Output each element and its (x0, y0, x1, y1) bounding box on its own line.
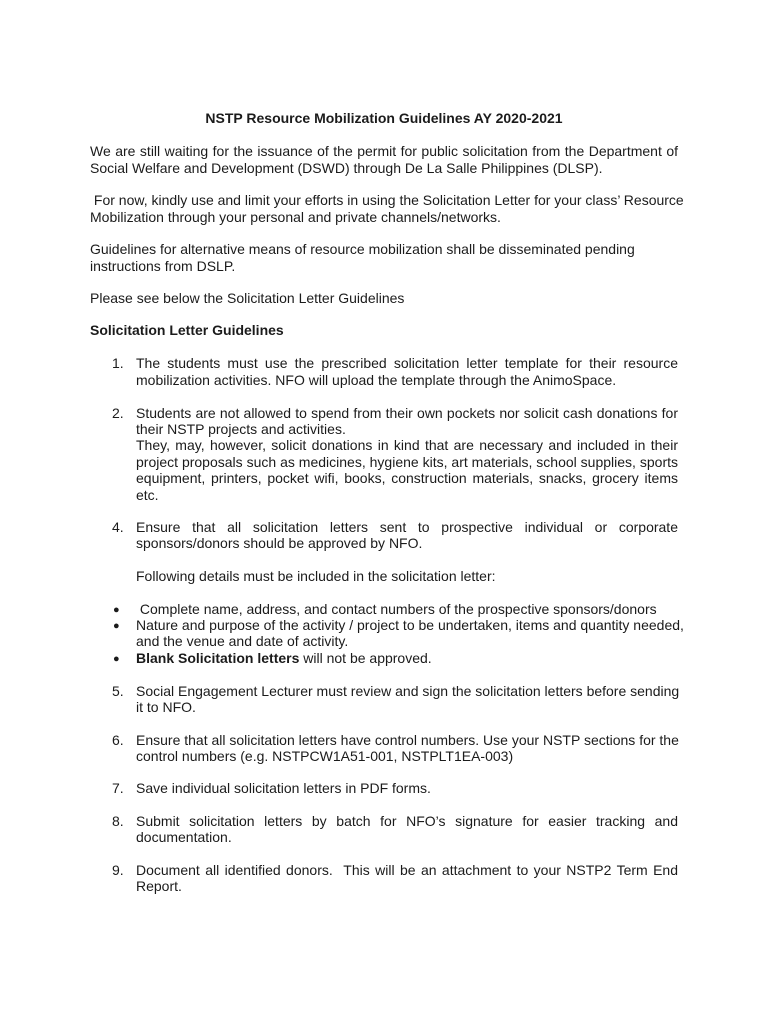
list-item-line: mobilization activities. NFO will upload the template through the AnimoSpace. (136, 372, 617, 388)
intro-line: Please see below the Solicitation Letter Guidelines (90, 290, 405, 306)
list-item-line: Ensure that all solicitation letters have control numbers. Use your NSTP sections for the (136, 732, 679, 748)
list-number: 5. (112, 683, 124, 699)
list-item-line: Social Engagement Lecturer must review and sign the solicitation letters before sending (136, 683, 680, 699)
list-item-line: sponsors/donors should be approved by NFO. (136, 535, 423, 551)
list-number: 4. (112, 519, 124, 535)
intro-line: Mobilization through your personal and private channels/networks. (90, 209, 501, 225)
list-item-note: Following details must be included in the solicitation letter: (136, 568, 496, 584)
list-number: 8. (112, 813, 124, 829)
list-item-line: project proposals such as medicines, hygiene kits, art materials, school supplies, sports (136, 454, 678, 470)
list-item-line: their NSTP projects and activities. (136, 421, 346, 437)
list-item-line: Save individual solicitation letters in PDF forms. (136, 780, 431, 796)
bullet-bold-text: Blank Solicitation letters (136, 650, 300, 666)
list-number: 2. (112, 405, 124, 421)
list-item-line: etc. (136, 487, 159, 503)
bullet-icon: ● (113, 620, 120, 632)
list-number: 7. (112, 780, 124, 796)
intro-line: instructions from DSLP. (90, 258, 236, 274)
list-item-line: Students are not allowed to spend from their own pockets nor solicit cash donations for (136, 405, 678, 421)
list-number: 1. (112, 355, 124, 371)
intro-line: For now, kindly use and limit your efforts in using the Solicitation Letter for your class’ Resource (90, 192, 684, 208)
bullet-item-continuation: and the venue and date of activity. (136, 633, 349, 649)
list-item-line: The students must use the prescribed solicitation letter template for their resource (136, 355, 678, 371)
document-title: NSTP Resource Mobilization Guidelines AY 2020-2021 (205, 110, 563, 126)
list-item-line: control numbers (e.g. NSTPCW1A51-001, NSTPLT1EA-003) (136, 748, 514, 764)
list-item-line: equipment, printers, pocket wifi, books, construction materials, snacks, grocery items (136, 470, 678, 486)
bullet-item: Nature and purpose of the activity / project to be undertaken, items and quantity needed, (136, 617, 684, 633)
list-item-line: documentation. (136, 829, 232, 845)
intro-line: We are still waiting for the issuance of the permit for public solicitation from the Department of (90, 143, 678, 159)
intro-line: Social Welfare and Development (DSWD) through De La Salle Philippines (DLSP). (90, 160, 603, 176)
list-item-line: Ensure that all solicitation letters sent to prospective individual or corporate (136, 519, 678, 535)
bullet-icon: ● (113, 653, 120, 665)
list-item-line: Submit solicitation letters by batch for NFO’s signature for easier tracking and (136, 813, 678, 829)
list-item-line: it to NFO. (136, 699, 196, 715)
list-number: 6. (112, 732, 124, 748)
list-item-line: Document all identified donors. This will be an attachment to your NSTP2 Term End (136, 862, 678, 878)
list-item-line: Report. (136, 878, 182, 894)
intro-line: Guidelines for alternative means of resource mobilization shall be disseminated pending (90, 241, 635, 257)
list-number: 9. (112, 862, 124, 878)
section-heading: Solicitation Letter Guidelines (90, 322, 284, 338)
bullet-item (136, 650, 678, 667)
bullet-item: Complete name, address, and contact numbers of the prospective sponsors/donors (136, 601, 657, 617)
list-item-line: They, may, however, solicit donations in kind that are necessary and included in their (136, 437, 678, 453)
bullet-text: will not be approved. (299, 650, 432, 666)
bullet-icon: ● (113, 604, 120, 616)
